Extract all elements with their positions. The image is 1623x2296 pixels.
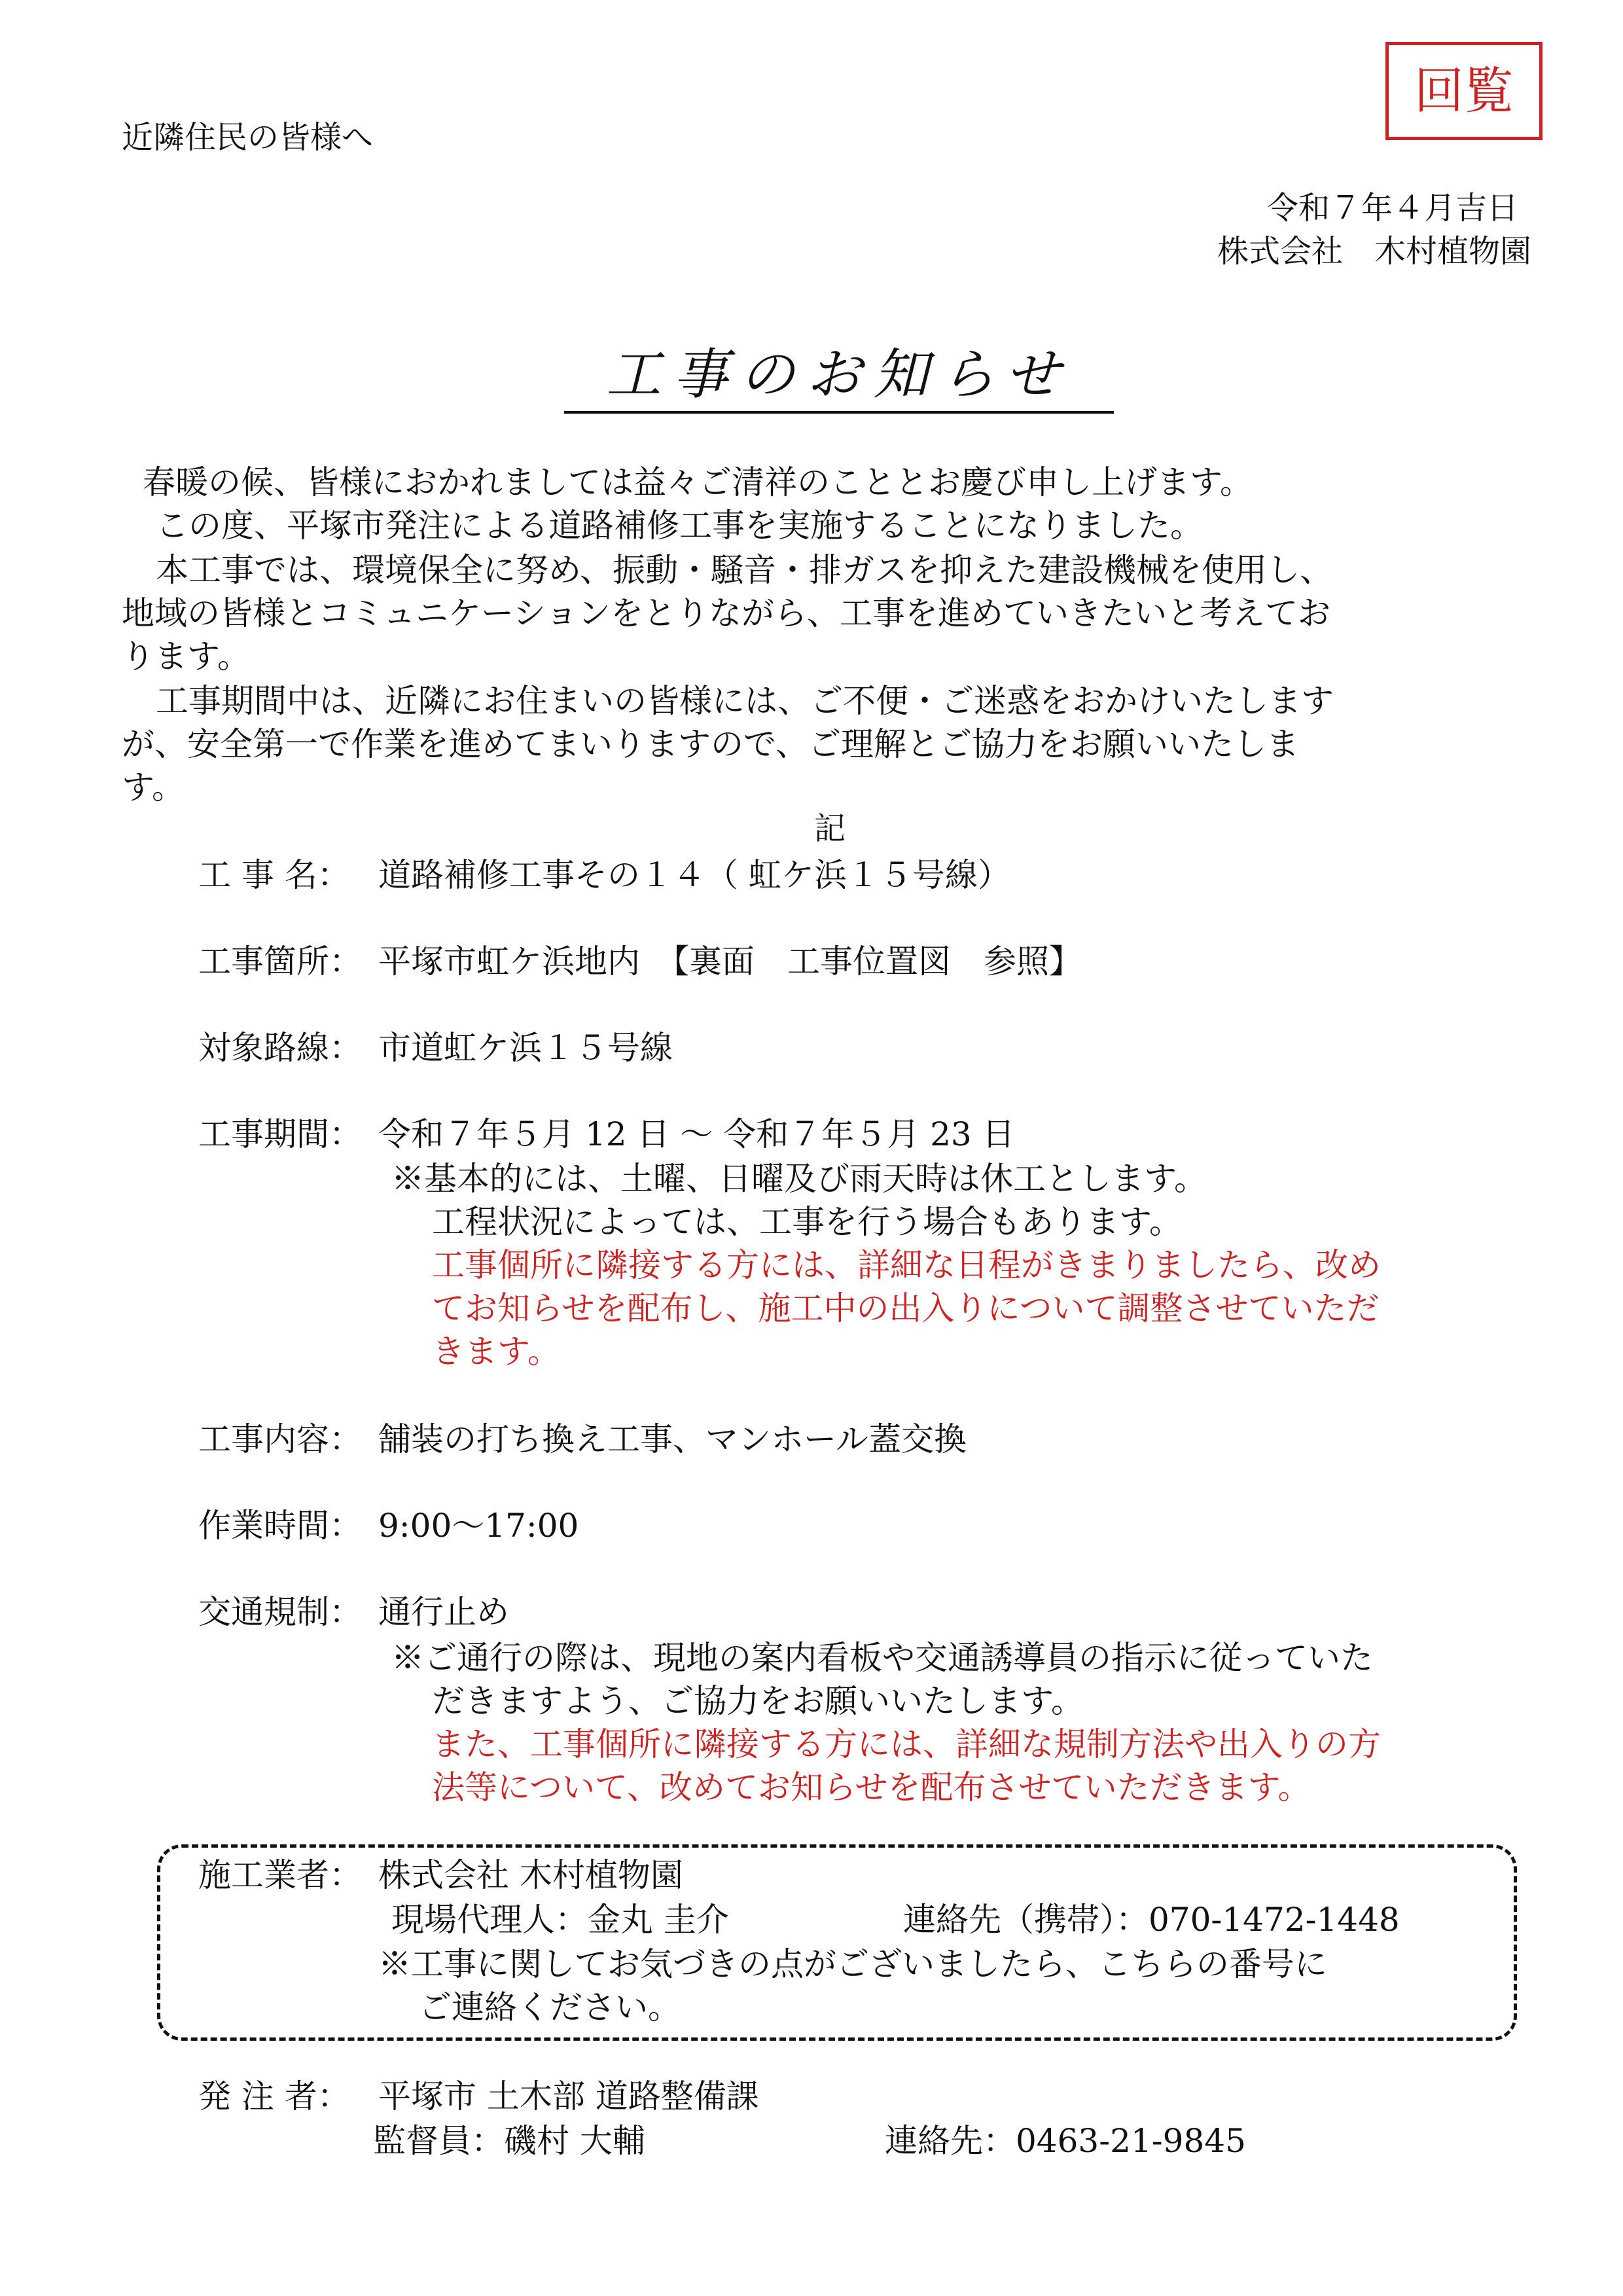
orderer-label: 発 注 者： (198, 2077, 350, 2115)
site-agent: 現場代理人：金丸 圭介 (391, 1901, 729, 1939)
traffic-note: ※ご通行の際は、現地の案内看板や交通誘導員の指示に従っていた (391, 1639, 1373, 1677)
hours-label: 作業時間： (198, 1507, 362, 1545)
body-line: 地域の皆様とコミュニケーションをとりながら、工事を進めていきたいと考えてお (122, 594, 1330, 632)
recipient-line: 近隣住民の皆様へ (122, 119, 374, 156)
contractor-note: ご連絡ください。 (419, 1988, 681, 2026)
issuer-company: 株式会社 木村植物園 (1217, 233, 1531, 270)
body-line: ります。 (122, 637, 250, 675)
circulation-stamp: 回覧 (1385, 42, 1543, 140)
hours-value: 9:00～17:00 (378, 1507, 579, 1545)
name-value: 道路補修工事その１４（ 虹ケ浜１５号線） (378, 856, 1010, 894)
content-value: 舗装の打ち換え工事、マンホール蓋交換 (378, 1420, 967, 1458)
body-line: す。 (122, 768, 185, 806)
period-note: 工程状況によっては、工事を行う場合もあります。 (432, 1203, 1182, 1241)
traffic-note: だきますよう、ご協力をお願いいたします。 (432, 1682, 1084, 1720)
body-line: 本工事では、環境保全に努め、振動・騒音・排ガスを抑えた建設機械を使用し、 (156, 551, 1332, 589)
supervisor: 監督員：磯村 大輔 (373, 2122, 645, 2160)
contractor-value: 株式会社 木村植物園 (378, 1856, 683, 1894)
notice-title: 工事のお知らせ (564, 342, 1114, 414)
orderer-contact: 連絡先：0463-21-9845 (885, 2122, 1246, 2160)
period-red-note: てお知らせを配布し、施工中の出入りについて調整させていただ (432, 1289, 1380, 1327)
content-label: 工事内容： (198, 1420, 362, 1458)
body-line: 工事期間中は、近隣にお住まいの皆様には、ご不便・ご迷惑をおかけいたします (156, 682, 1334, 720)
contractor-label: 施工業者： (198, 1856, 362, 1894)
traffic-value: 通行止め (378, 1593, 509, 1631)
route-value: 市道虹ケ浜１５号線 (378, 1029, 673, 1067)
orderer-value: 平塚市 土木部 道路整備課 (378, 2077, 759, 2115)
period-value: 令和７年５月 12 日 ～ 令和７年５月 23 日 (378, 1115, 1015, 1153)
body-line: 春暖の候、皆様におかれましては益々ご清祥のこととお慶び申し上げます。 (143, 463, 1253, 501)
location-value: 平塚市虹ケ浜地内 【裏面 工事位置図 参照】 (378, 942, 1082, 980)
location-label: 工事箇所： (198, 942, 362, 980)
issue-date: 令和７年４月吉日 (1266, 190, 1518, 226)
period-note: ※基本的には、土曜、日曜及び雨天時は休工とします。 (391, 1160, 1207, 1198)
contractor-note: ※工事に関してお気づきの点がございましたら、こちらの番号に (378, 1945, 1327, 1983)
traffic-label: 交通規制： (198, 1593, 362, 1631)
name-label: 工 事 名： (198, 856, 350, 894)
ki-heading: 記 (814, 810, 846, 847)
period-red-note: 工事個所に隣接する方には、詳細な日程がきまりましたら、改め (432, 1246, 1381, 1284)
traffic-red-note: また、工事個所に隣接する方には、詳細な規制方法や出入りの方 (432, 1725, 1381, 1763)
traffic-red-note: 法等について、改めてお知らせを配布させていただきます。 (432, 1768, 1311, 1806)
contractor-contact: 連絡先（携帯）：070-1472-1448 (903, 1901, 1400, 1939)
body-line: この度、平塚市発注による道路補修工事を実施することになりました。 (156, 507, 1203, 545)
period-red-note: きます。 (432, 1333, 560, 1371)
period-label: 工事期間： (198, 1115, 362, 1153)
body-line: が、安全第一で作業を進めてまいりますので、ご理解とご協力をお願いいたしま (122, 725, 1299, 763)
route-label: 対象路線： (198, 1029, 362, 1067)
